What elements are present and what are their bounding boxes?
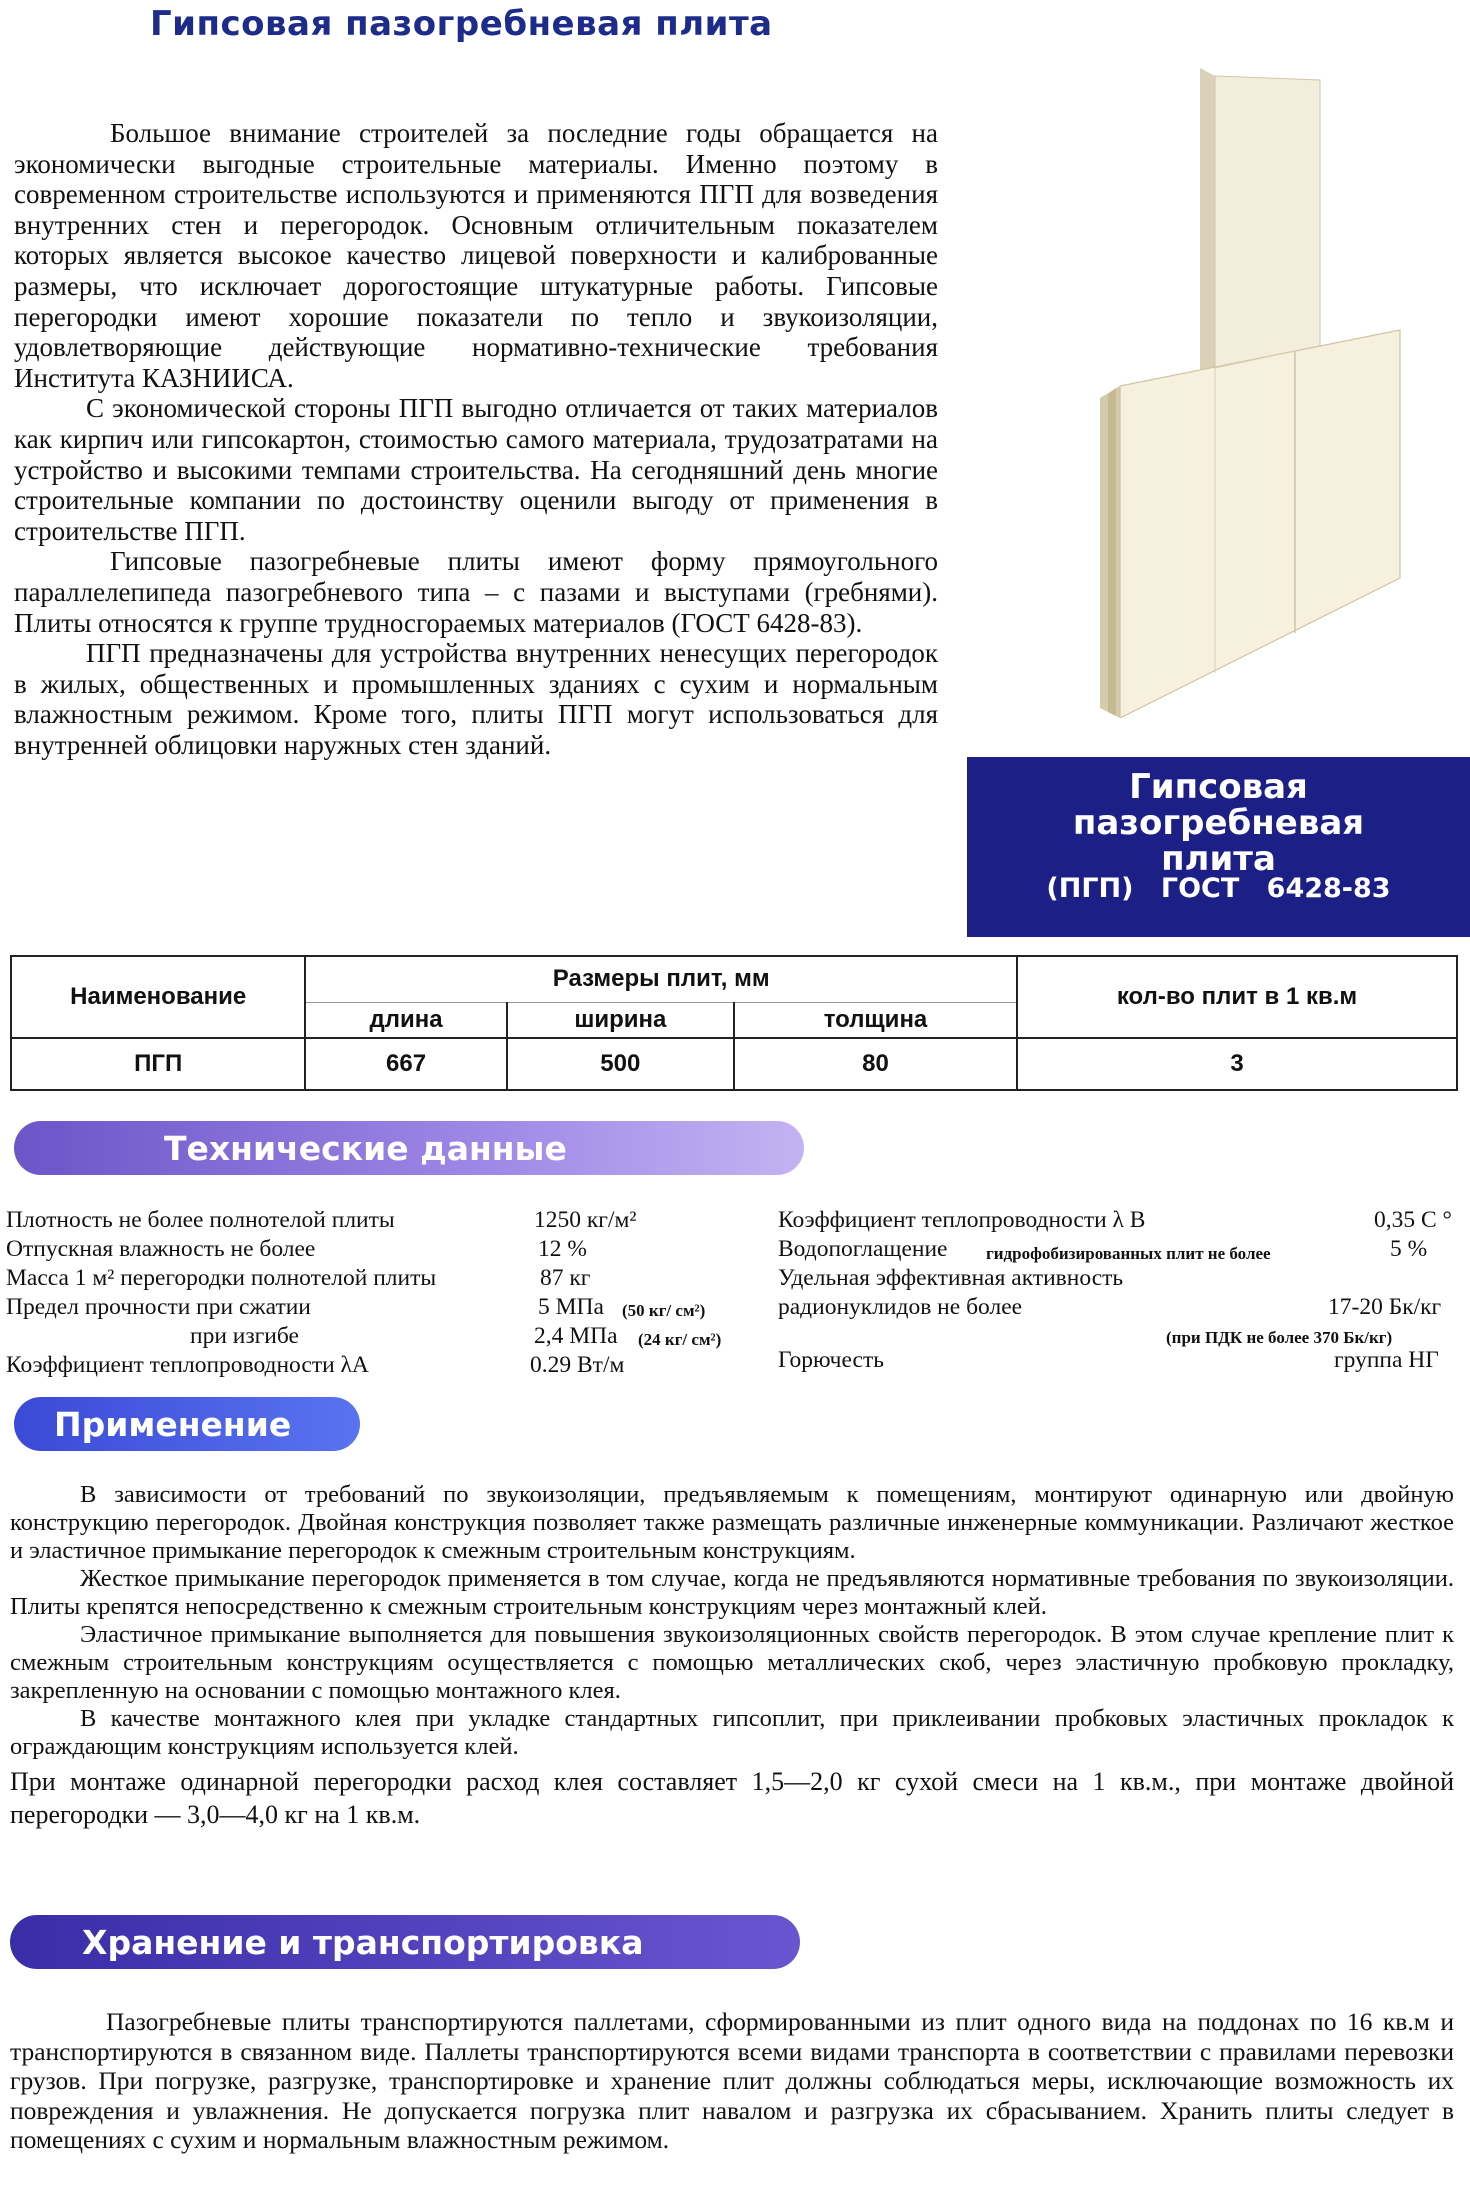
banner-standard bbox=[967, 873, 1470, 904]
tech-value: 0.29 Вт/м bbox=[530, 1352, 625, 1378]
section-heading-application: Применение bbox=[14, 1397, 360, 1451]
header-length: длина bbox=[305, 1002, 506, 1038]
tech-value: 2,4 МПа bbox=[534, 1323, 618, 1349]
gypsum-board-image bbox=[1080, 68, 1410, 718]
application-paragraph: Эластичное примыкание выполняется для повышения звукоизоляционных свойств перегородок. В этом случае крепление плит к смежным строительным конструкциям осуществляется с помощью металлических скоб, через эластичную пробковую прокладку, закрепленную на основании с помощью монтажного клея. bbox=[10, 1621, 1454, 1704]
application-paragraph: В зависимости от требований по звукоизоляции, предъявляемым к помещениям, монтируют одинарную или двойную конструкцию перегородок. Двойная конструкция позволяет также размещать различные инженерные коммуникации. Различают жесткое и эластичное примыкание перегородок к смежным строительным конструкциям. bbox=[10, 1481, 1454, 1564]
banner-line: плита bbox=[1161, 839, 1276, 879]
banner-title bbox=[967, 769, 1470, 877]
application-paragraph: При монтаже одинарной перегородки расход клея составляет 1,5—2,0 кг сухой смеси на 1 кв.м., при монтаже двойной перегородки — 3,0—4,0 кг на 1 кв.м. bbox=[10, 1767, 1454, 1829]
tech-label: Отпускная влажность не более bbox=[6, 1236, 316, 1262]
cell-thickness: 80 bbox=[734, 1038, 1017, 1090]
tech-value: 5 % bbox=[1390, 1236, 1428, 1262]
tech-label: Предел прочности при сжатии bbox=[6, 1294, 311, 1320]
tech-label: Водопоглащение bbox=[778, 1236, 948, 1262]
intro-paragraph: Гипсовые пазогребневые плиты имеют форму прямоугольного параллелепипеда пазогребневого типа – с пазами и выступами (гребнями). Плиты относятся к группе трудносгораемых материалов (ГОСТ 6428-83). bbox=[14, 546, 938, 638]
cell-name: ПГП bbox=[11, 1038, 305, 1090]
tech-label: Горючесть bbox=[778, 1347, 884, 1373]
intro-paragraph: С экономической стороны ПГП выгодно отличается от таких материалов как кирпич или гипсокартон, стоимостью самого материала, трудозатратами на устройство и высокими темпами строительства. На сегодняшний день многие строительные компании по достоинству оценили выгоду от применения в строительстве ПГП. bbox=[14, 393, 938, 546]
banner-line: пазогребневая bbox=[1072, 803, 1365, 843]
header-sizes: Размеры плит, мм bbox=[305, 956, 1017, 1002]
header-qty: кол-во плит в 1 кв.м bbox=[1017, 956, 1457, 1038]
cell-width: 500 bbox=[507, 1038, 734, 1090]
header-width: ширина bbox=[507, 1002, 734, 1038]
tech-note: (при ПДК не более 370 Бк/кг) bbox=[1166, 1328, 1393, 1347]
intro-paragraph: ПГП предназначены для устройства внутренних ненесущих перегородок в жилых, общественных и промышленных зданиях с сухим и нормальным влажностным режимом. Кроме того, плиты ПГП могут использоваться для внутренней облицовки наружных стен зданий. bbox=[14, 638, 938, 760]
application-paragraph: В качестве монтажного клея при укладке стандартных гипсоплит, при приклеивании пробковых эластичных прокладок к ограждающим конструкциям используется клей. bbox=[10, 1705, 1454, 1760]
tech-value: 12 % bbox=[538, 1236, 587, 1262]
header-name: Наименование bbox=[11, 956, 305, 1038]
application-text bbox=[10, 1481, 1454, 1831]
tech-label: Коэффициент теплопроводности λA bbox=[6, 1352, 369, 1378]
storage-paragraph: Пазогребневые плиты транспортируются паллетами, сформированными из плит одного вида на поддонах по 16 кв.м и транспортируются в связанном виде. Паллеты транспортируются всеми видами транспорта в соответствии с правилами перевозки грузов. При погрузке, разгрузке, транспортировке и хранение плит должны соблюдаться меры, исключающие возможность их повреждения и увлажнения. Не допускается погрузка плит навалом и разгрузка их сбрасыванием. Хранить плиты следует в помещениях с сухим и нормальным влажностным режимом. bbox=[10, 2007, 1454, 2154]
product-banner bbox=[967, 757, 1470, 937]
tech-label: Удельная эффективная активность bbox=[778, 1265, 1124, 1291]
banner-line: Гипсовая bbox=[1129, 767, 1308, 807]
tech-label: Плотность не более полнотелой плиты bbox=[6, 1207, 395, 1233]
tech-value: 87 кг bbox=[540, 1265, 591, 1291]
tech-label: Коэффициент теплопроводности λ B bbox=[778, 1207, 1146, 1233]
tech-label: радионуклидов не более bbox=[778, 1294, 1023, 1320]
application-paragraph: Жесткое примыкание перегородок применяется в том случае, когда не предъявляются нормативные требования по звукоизоляции. Плиты крепятся непосредственно к смежным строительным конструкциям через монтажный клей. bbox=[10, 1565, 1454, 1620]
tech-value: группа НГ bbox=[1334, 1347, 1439, 1373]
section-heading-tech: Технические данные bbox=[14, 1121, 804, 1175]
tech-label: при изгибе bbox=[190, 1323, 299, 1349]
tech-value: 0,35 С ° bbox=[1374, 1207, 1452, 1233]
tech-note: гидрофобизированных плит не более bbox=[986, 1244, 1271, 1263]
storage-text bbox=[10, 2007, 1454, 2155]
banner-abbr: (ПГП) bbox=[1046, 873, 1134, 904]
page-title: Гипсовая пазогребневая плита bbox=[150, 4, 773, 44]
tech-value: 17-20 Бк/кг bbox=[1328, 1294, 1442, 1320]
intro-paragraph: Большое внимание строителей за последние годы обращается на экономически выгодные строительные материалы. Именно поэтому в современном строительстве используются и применяются ПГП для возведения внутренних стен и перегородок. Основным отличительным показателем которых является высокое качество лицевой поверхности и калиброванные размеры, что исключает дорогостоящие штукатурные работы. Гипсовые перегородки имеют хорошие показатели по тепло и звукоизоляции, удовлетворяющие действующие нормативно-технические требования Института КАЗНИИСА. bbox=[14, 118, 938, 393]
cell-length: 667 bbox=[305, 1038, 506, 1090]
section-heading-storage: Хранение и транспортировка bbox=[10, 1915, 800, 1969]
cell-qty: 3 bbox=[1017, 1038, 1457, 1090]
header-thickness: толщина bbox=[734, 1002, 1017, 1038]
tech-label: Масса 1 м² перегородки полнотелой плиты bbox=[6, 1265, 437, 1291]
banner-gost: ГОСТ 6428-83 bbox=[1160, 873, 1391, 904]
tech-value: 5 МПа bbox=[538, 1294, 604, 1320]
dimensions-table bbox=[10, 955, 1458, 1091]
tech-value: 1250 кг/м² bbox=[534, 1207, 637, 1233]
intro-text bbox=[14, 118, 938, 760]
tech-note: (50 кг/ см²) bbox=[622, 1301, 706, 1320]
tech-note: (24 кг/ см²) bbox=[638, 1330, 722, 1349]
